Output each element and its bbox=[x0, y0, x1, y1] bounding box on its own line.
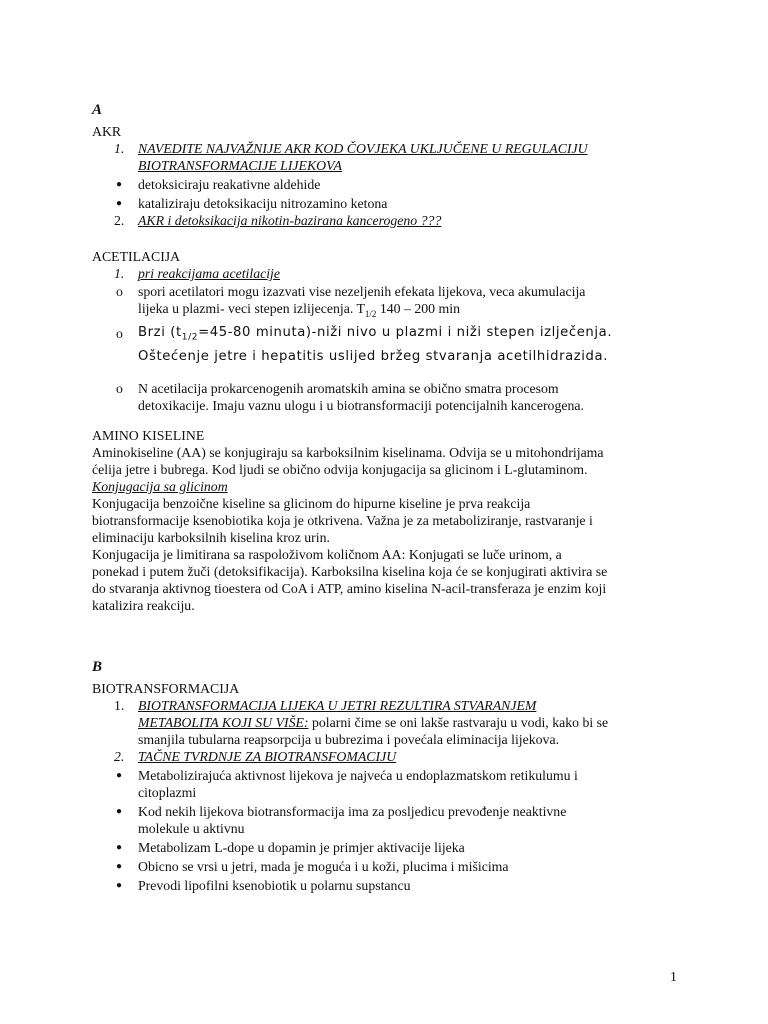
bio-bullet-1: ● Metabolizirajuća aktivnost lijekova je najveća u endoplazmatskom retikulumu i citoplazmi bbox=[116, 768, 578, 800]
bio-question-1: 1. BIOTRANSFORMACIJA LIJEKA U JETRI REZULTIRA STVARANJEM METABOLITA KOJI SU VIŠE: polarni čime se oni lakše rastvaraju u vodi, kako bi se smanjila tubularna reapsorpcija u bubrezima i povećala eliminacija lijekova. bbox=[114, 698, 609, 747]
bullet-icon: ● bbox=[116, 179, 123, 190]
bullet-icon: ● bbox=[116, 770, 123, 781]
circle-bullet-icon: o bbox=[116, 284, 123, 299]
bio-heading: BIOTRANSFORMACIJA bbox=[92, 681, 240, 696]
akr-heading: AKR bbox=[92, 124, 122, 139]
amino-heading: AMINO KISELINE bbox=[92, 428, 205, 443]
acetilacija-item-2: o Brzi ($t_{1/2}=45-80$ minuta)-niži nivo u plazmi i niži stepen izlječenja. Oštećenje jetre i hepatitis uslijed bržeg stvaranja acetilhidrazida. bbox=[116, 324, 613, 365]
bio-bullet-5: ● Prevodi lipofilni ksenobiotik u polarnu supstancu bbox=[116, 878, 411, 893]
akr-question-1: 1. NAVEDITE NAJVAŽNIJE AKR KOD ČOVJEKA UKLJUČENE U REGULACIJU BIOTRANSFORMACIJE LIJEKOVA bbox=[114, 141, 588, 173]
bio-bullet-2: ● Kod nekih lijekova biotransformacija ima za posljedicu prevođenje neaktivne molekule u aktivnu bbox=[116, 804, 567, 836]
acetilacija-heading: ACETILACIJA bbox=[92, 249, 181, 264]
bullet-icon: ● bbox=[116, 842, 123, 853]
bullet-icon: ● bbox=[116, 880, 123, 891]
akr-bullet-2: ● kataliziraju detoksikaciju nitrozamino ketona bbox=[116, 196, 388, 211]
acetilacija-question-1: 1. pri reakcijama acetilacije bbox=[114, 266, 281, 281]
akr-question-2: 2. AKR i detoksikacija nikotin-bazirana kancerogeno ??? bbox=[114, 213, 442, 228]
akr-bullet-1: ● detoksiciraju reakativne aldehide bbox=[116, 177, 321, 192]
acetilacija-item-3: o N acetilacija prokarcenogenih aromatskih amina se obično smatra procesom detoxikacije. Imaju vaznu ulogu i u biotransformaciji potencijalnih kancerogena. bbox=[116, 381, 584, 414]
acetilacija-item-1: o spori acetilatori mogu izazvati vise nezeljenih efekata lijekova, veca akumulacija lijeka u plazmi- veci stepen izlijecenja. $T_{1/2}$ 140 – 200 min bbox=[116, 284, 586, 319]
bio-bullet-3: ● Metabolizam L-dope u dopamin je primjer aktivacije lijeka bbox=[116, 840, 465, 855]
bullet-icon: ● bbox=[116, 861, 123, 872]
amino-paragraph-3: Konjugacija je limitirana sa raspoloživom količnom AA: Konjugati se luče urinom, a ponekad i putem žuči (detoksifikacija). Karboksilna kiselina koja će se konjugirati aktivira se do stvaranja aktivnog tioestera od CoA i ATP, amino kiselina N-acil-transferaza je enzim koji katalizira reakciju. bbox=[92, 547, 608, 613]
bio-question-2: 2. TAČNE TVRDNJE ZA BIOTRANSFOMACIJU bbox=[114, 749, 397, 764]
bio-section bbox=[92, 680, 682, 894]
bio-bullet-4: ● Obicno se vrsi u jetri, mada je moguća i u koži, plucima i mišicima bbox=[116, 859, 509, 874]
akr-section bbox=[92, 123, 682, 229]
page-number: 1 bbox=[670, 969, 677, 984]
bullet-icon: ● bbox=[116, 806, 123, 817]
amino-paragraph-2: Konjugacija benzoične kiseline sa glicinom do hipurne kiseline je prva reakcija biotransformacije ksenobiotika koja je otkrivena. Važna je za metaboliziranje, rastvaranje i eliminaciju karboksilnih kiselina kroz urin. bbox=[92, 496, 593, 545]
amino-subheading: Konjugacija sa glicinom bbox=[92, 479, 228, 494]
section-a-letter: A bbox=[92, 102, 103, 118]
circle-bullet-icon: o bbox=[116, 381, 123, 397]
circle-bullet-icon: o bbox=[116, 325, 123, 341]
section-b-letter: B bbox=[92, 659, 103, 675]
amino-section bbox=[92, 427, 682, 614]
acetilacija-section bbox=[92, 248, 682, 414]
amino-paragraph-1: Aminokiseline (AA) se konjugiraju sa karboksilnim kiselinama. Odvija se u mitohondrijama ćelija jetre i bubrega. Kod ljudi se obično odvija konjugacija sa glicinom i L-glutaminom. bbox=[92, 445, 604, 477]
bullet-icon: ● bbox=[116, 198, 123, 209]
